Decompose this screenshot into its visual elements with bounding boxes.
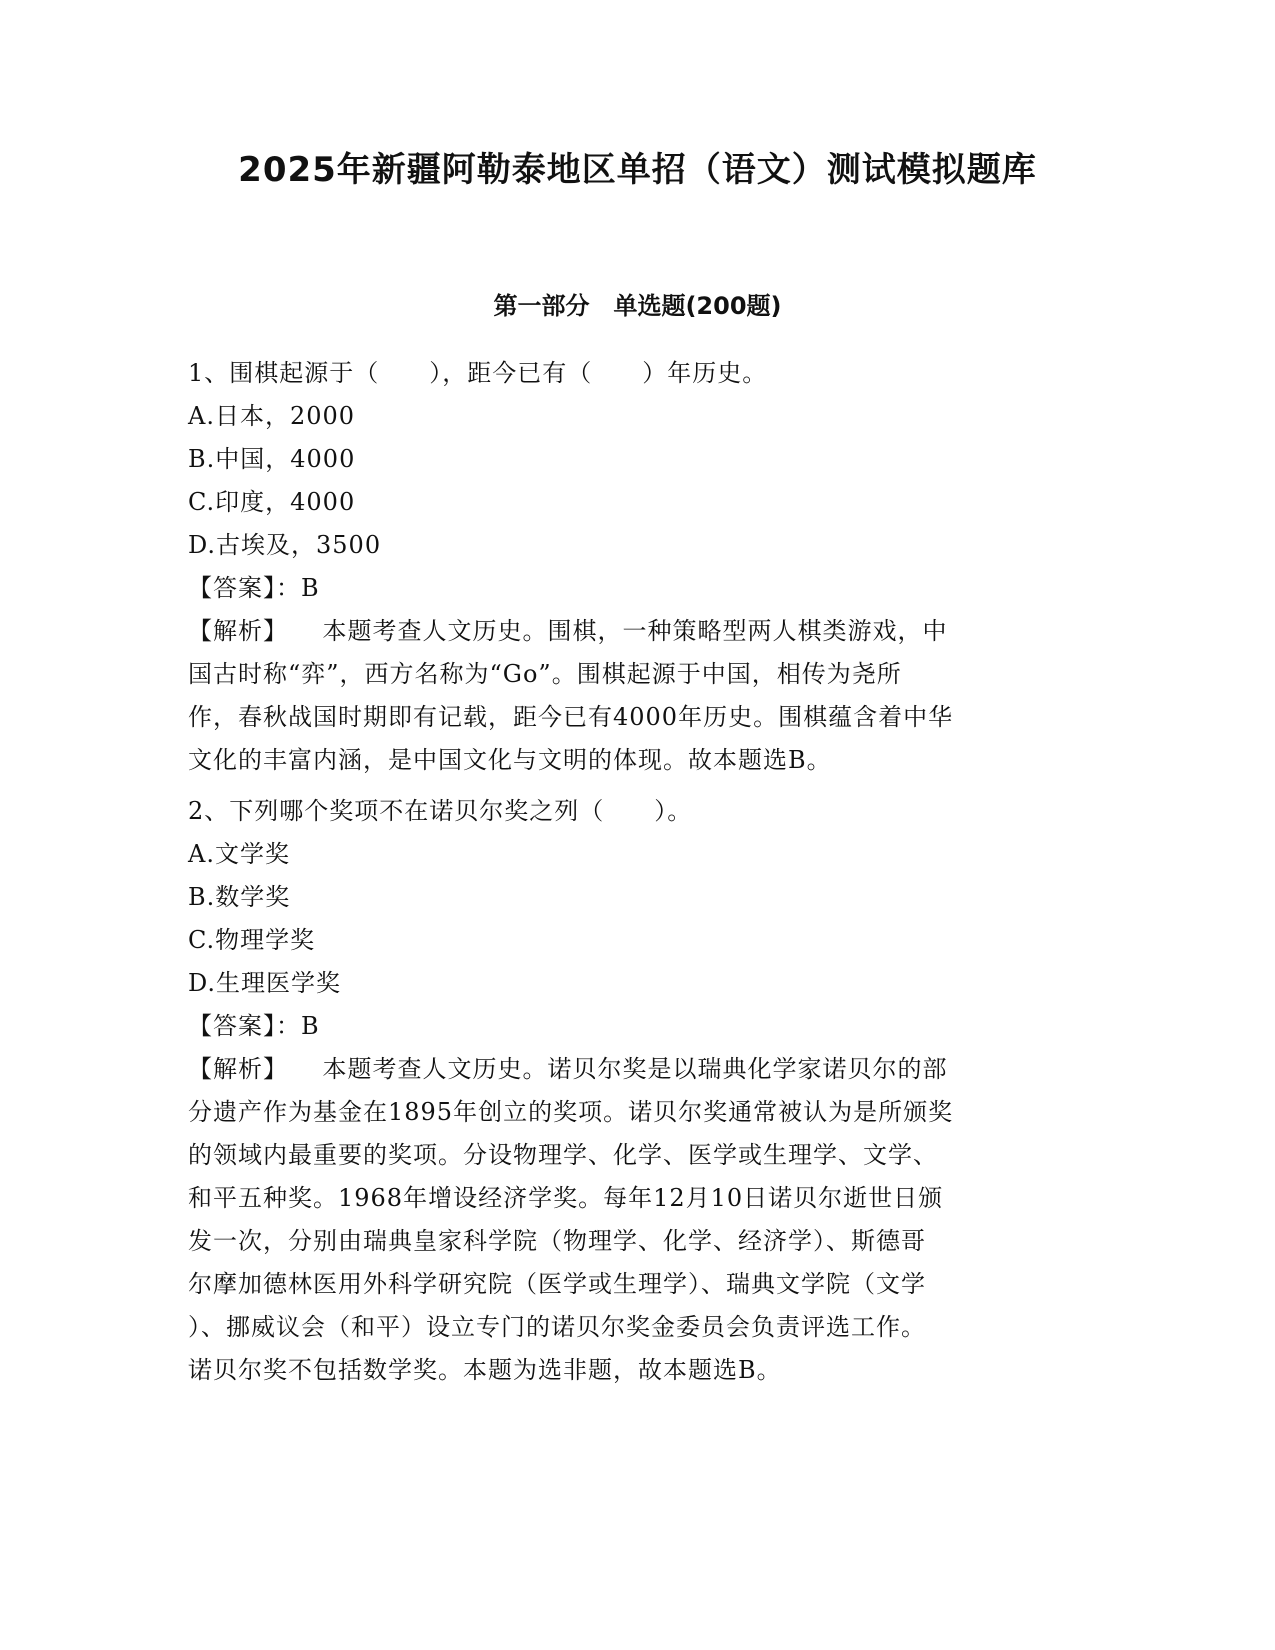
explain-line-5: 发一次，分别由瑞典皇家科学院（物理学、化学、经济学）、斯德哥	[188, 1227, 926, 1255]
document-title: 2025年新疆阿勒泰地区单招（语文）测试模拟题库	[238, 150, 1037, 190]
explain-line-6: 尔摩加德林医用外科学研究院（医学或生理学）、瑞典文学院（文学	[188, 1270, 926, 1298]
explain-line-2: 国古时称“弈”，西方名称为“Go”。围棋起源于中国，相传为尧所	[188, 660, 902, 688]
explain-text: 本题考查人文历史。诺贝尔奖是以瑞典化学家诺贝尔的部	[322, 1055, 948, 1083]
option-d: D.古埃及，3500	[188, 531, 382, 559]
section-title: 第一部分 单选题(200题)	[493, 292, 782, 320]
answer-label: 【答案】：	[188, 574, 301, 602]
explain-line-3: 的领域内最重要的奖项。分设物理学、化学、医学或生理学、文学、	[188, 1141, 938, 1169]
question-gap	[188, 782, 1080, 790]
question-1	[188, 352, 1080, 782]
explain-line-8: 诺贝尔奖不包括数学奖。本题为选非题，故本题选B。	[188, 1356, 782, 1384]
explain-text: 本题考查人文历史。围棋，一种策略型两人棋类游戏，中	[322, 617, 948, 645]
explain-line-7: ）、挪威议会（和平）设立专门的诺贝尔奖金委员会负责评选工作。	[188, 1313, 926, 1341]
option-c: C.印度，4000	[188, 488, 356, 516]
option-d: D.生理医学奖	[188, 969, 342, 997]
option-a: A.日本，2000	[188, 402, 356, 430]
option-b: B.数学奖	[188, 883, 291, 911]
explain-line-3: 作，春秋战国时期即有记载，距今已有4000年历史。围棋蕴含着中华	[188, 703, 954, 731]
explain-label: 【解析】	[188, 1055, 288, 1083]
explain-line-1	[188, 610, 1080, 653]
option-a: A.文学奖	[188, 840, 290, 868]
question-2	[188, 790, 1080, 1392]
answer-value: B	[301, 1012, 320, 1040]
answer-label: 【答案】：	[188, 1012, 301, 1040]
question-stem: 1、围棋起源于（ ），距今已有（ ）年历史。	[188, 359, 768, 387]
answer-value: B	[301, 574, 320, 602]
explain-label: 【解析】	[188, 617, 288, 645]
explain-line-4: 和平五种奖。1968年增设经济学奖。每年12月10日诺贝尔逝世日颁	[188, 1184, 944, 1212]
explain-line-4: 文化的丰富内涵，是中国文化与文明的体现。故本题选B。	[188, 746, 832, 774]
explain-line-1	[188, 1048, 1080, 1091]
question-stem: 2、下列哪个奖项不在诺贝尔奖之列（ ）。	[188, 797, 693, 825]
explain-line-2: 分遗产作为基金在1895年创立的奖项。诺贝尔奖通常被认为是所颁奖	[188, 1098, 954, 1126]
answer-row	[188, 1005, 1080, 1048]
answer-row	[188, 567, 1080, 610]
question-list	[188, 352, 1080, 1392]
option-c: C.物理学奖	[188, 926, 316, 954]
option-b: B.中国，4000	[188, 445, 356, 473]
